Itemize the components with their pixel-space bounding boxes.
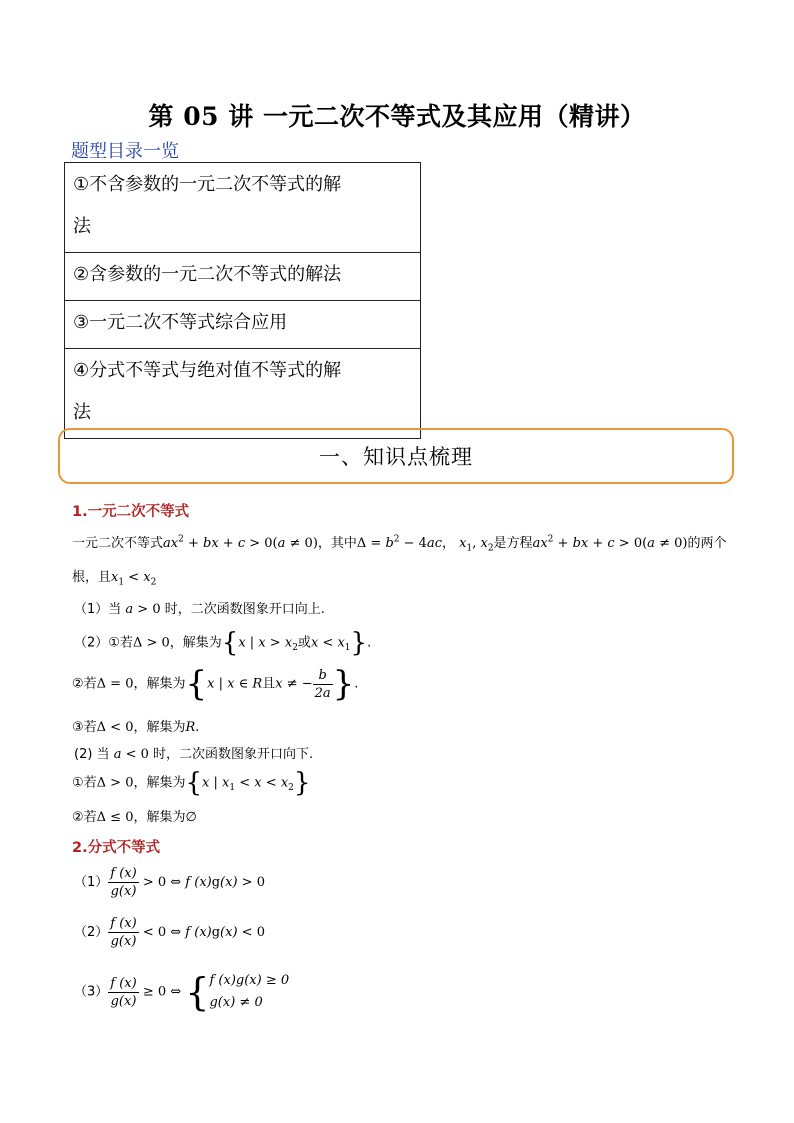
case-neg-delta-nonpositive: ②若Δ ≤ 0，解集为∅ xyxy=(72,810,197,825)
case-delta-negative: ③若Δ < 0，解集为R. xyxy=(72,720,200,735)
case-delta-positive: （2）①若Δ > 0，解集为{x | $x > x_2$或$x < x_1$}. xyxy=(74,628,372,658)
toc-item-2[interactable]: ②含参数的一元二次不等式的解法 xyxy=(65,253,421,301)
heading-fractional-inequality: 2.分式不等式 xyxy=(72,840,161,856)
toc-item-1[interactable]: ①不含参数的一元二次不等式的解 法 xyxy=(65,163,421,253)
page-title: 第 05 讲 一元二次不等式及其应用（精讲） xyxy=(148,102,646,131)
case-neg-delta-positive: ①若Δ > 0，解集为{x | $x_1 < x < x_2$} xyxy=(72,768,311,798)
case-a-positive: （1）当 a > 0 时，二次函数图象开口向上. xyxy=(74,602,325,617)
fraction-rule-1: （1） $\frac{f (x)}{g(x)}$ > 0 ⇔ f (x)g(x) > 0 xyxy=(74,866,265,899)
toc-table xyxy=(64,162,421,439)
fraction-rule-2: （2） $\frac{f (x)}{g(x)}$ < 0 ⇔ f (x)g(x) < 0 xyxy=(74,916,265,949)
fraction-rule-3: （3） $\frac{f (x)}{g(x)}$ ≥ 0 ⇔ {f (x)g(x) ≥ 0 g(x) ≠ 0 xyxy=(74,970,290,1014)
case-a-negative: (2) 当 a < 0 时，二次函数图象开口向下. xyxy=(74,747,314,762)
case-delta-zero: ②若Δ = 0，解集为{x | x ∈ R且x ≠ − $\frac{b}{2a}$ }. xyxy=(72,664,359,704)
section-title: 一、知识点梳理 xyxy=(319,445,473,469)
toc-heading: 题型目录一览 xyxy=(71,141,179,162)
toc-item-3[interactable]: ③一元二次不等式综合应用 xyxy=(65,301,421,349)
heading-quadratic-inequality: 1.一元二次不等式 xyxy=(72,504,190,520)
definition-line: 一元二次不等式$ax^2$ + bx + c > 0(a ≠ 0)，其中$\Delta = b^2 - 4ac$， $x_1$, $x_2$是方程$ax^2$ + bx + c > 0(a ≠ 0)的两个 xyxy=(72,534,727,554)
definition-line-2: 根，且$x_1 < x_2$ xyxy=(72,570,157,588)
section-header-box xyxy=(58,428,734,484)
toc-item-4[interactable]: ④分式不等式与绝对值不等式的解 法 xyxy=(65,349,421,439)
